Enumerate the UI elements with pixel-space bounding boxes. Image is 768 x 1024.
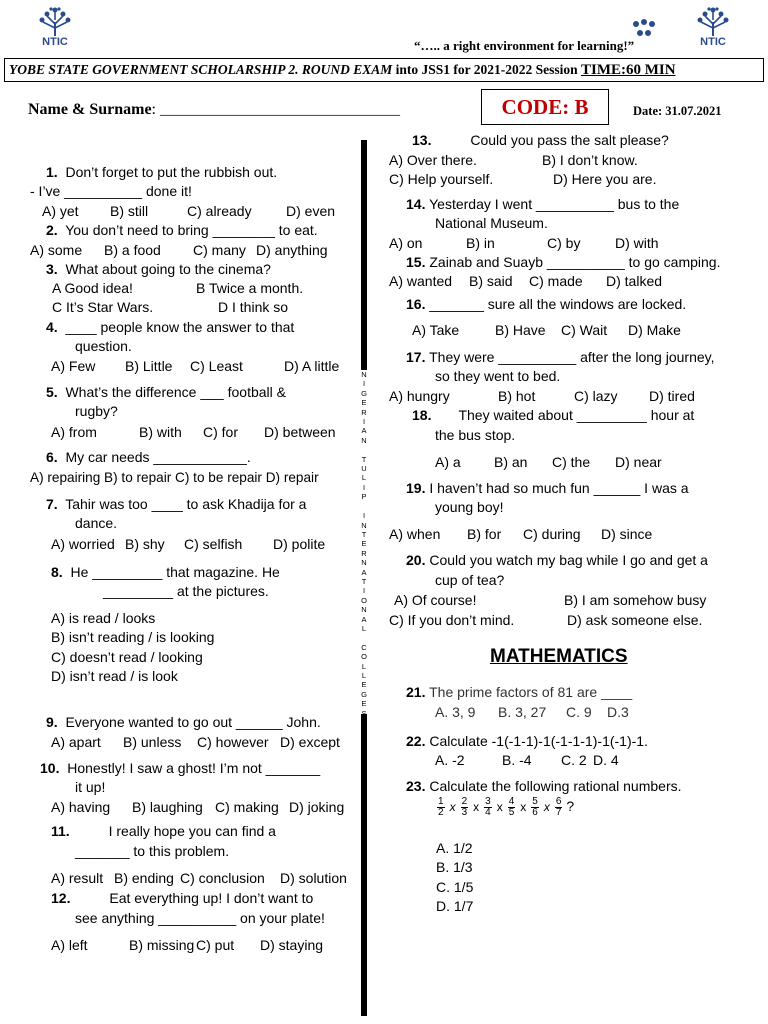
question-17-line2: so they went to bed. — [435, 368, 561, 384]
q14-option-c[interactable]: C) by — [547, 235, 581, 251]
column-divider-top — [361, 140, 367, 370]
vertical-letter: T — [361, 529, 367, 539]
vertical-letter: L — [361, 473, 367, 483]
fraction: $\frac{3}{4}$ — [485, 796, 491, 818]
q1-option-d[interactable]: D) even — [286, 203, 336, 219]
q15-option-a[interactable]: A) wanted — [389, 273, 453, 289]
q7-option-c[interactable]: C) selfish — [184, 536, 243, 552]
question-10-line2: it up! — [75, 779, 106, 795]
tree-logo-icon — [693, 6, 733, 38]
q20-option-d[interactable]: D) ask someone else. — [567, 612, 703, 628]
question-mark: ? — [566, 797, 575, 814]
slogan: “….. a right environment for learning!” — [414, 38, 635, 53]
q10-option-d[interactable]: D) joking — [289, 799, 345, 815]
q11-option-a[interactable]: A) result — [51, 870, 104, 886]
q19-option-c[interactable]: C) during — [523, 526, 581, 542]
fraction: $\frac{6}{7}$ — [555, 796, 562, 818]
times-operator: x — [520, 799, 527, 814]
fraction: $\frac{5}{6}$ — [532, 796, 538, 818]
question-10: 10. Honestly! I saw a ghost! I’m not _______ — [40, 760, 321, 776]
vertical-letter: O — [361, 652, 367, 662]
q5-option-c[interactable]: C) for — [203, 424, 238, 440]
vertical-letter: C — [361, 642, 367, 652]
q15-option-b[interactable]: B) said — [469, 273, 513, 289]
q14-option-b[interactable]: B) in — [466, 235, 495, 251]
vertical-letter: T — [361, 576, 367, 586]
q15-option-c[interactable]: C) made — [529, 273, 583, 289]
q3-option-a[interactable]: A Good idea! — [52, 280, 133, 296]
q23-option-d[interactable]: D. 1/7 — [436, 898, 474, 914]
vertical-letter: N — [361, 370, 367, 379]
q16-option-c[interactable]: C) Wait — [561, 322, 608, 338]
exam-banner — [4, 58, 764, 82]
times-operator: x — [449, 799, 456, 814]
q23-option-b[interactable]: B. 1/3 — [436, 859, 473, 875]
q11-option-c[interactable]: C) conclusion — [180, 870, 265, 886]
vertical-letter: O — [361, 595, 367, 605]
q17-option-c[interactable]: C) lazy — [574, 388, 618, 404]
question-5: 5. What’s the difference ___ football & — [46, 384, 286, 400]
exam-date: Date: 31.07.2021 — [633, 104, 722, 118]
q18-option-a[interactable]: A) a — [435, 454, 461, 470]
q22-option-b[interactable]: B. -4 — [502, 752, 532, 768]
question-4: 4. ____ people know the answer to that — [46, 319, 295, 335]
q10-option-a[interactable]: A) having — [51, 799, 111, 815]
question-16: 16. _______ sure all the windows are locked. — [406, 296, 687, 312]
logo-left-text: NTIC — [42, 36, 68, 48]
vertical-letter: L — [361, 671, 367, 680]
q21-option-a[interactable]: A. 3, 9 — [435, 704, 476, 720]
q19-option-b[interactable]: B) for — [467, 526, 502, 542]
vertical-letter: R — [361, 407, 367, 417]
vertical-letter: I — [362, 511, 366, 521]
q2-option-c[interactable]: C) many — [193, 242, 246, 258]
logo-left — [30, 6, 80, 48]
vertical-letter: E — [361, 398, 367, 408]
banner-time: TIME:60 MIN — [581, 62, 676, 78]
vertical-letter: N — [361, 605, 367, 615]
vertical-letter — [359, 502, 369, 511]
vertical-letter: G — [361, 689, 367, 699]
question-1-line2: - I’ve __________ done it! — [30, 183, 192, 199]
q23-option-a[interactable]: A. 1/2 — [436, 840, 473, 856]
banner-session: into JSS1 for 2021-2022 Session — [392, 62, 581, 77]
q23-option-c[interactable]: C. 1/5 — [436, 879, 474, 895]
question-11: 11. I really hope you can find a — [51, 823, 276, 839]
q13-option-b[interactable]: B) I don’t know. — [542, 152, 638, 168]
question-14: 14. Yesterday I went __________ bus to the — [406, 196, 680, 212]
q14-option-a[interactable]: A) on — [389, 235, 423, 251]
q17-option-b[interactable]: B) hot — [498, 388, 536, 404]
mathematics-heading: MATHEMATICS — [490, 646, 628, 667]
question-20: 20. Could you watch my bag while I go and get a — [406, 552, 708, 568]
q17-option-a[interactable]: A) hungry — [389, 388, 450, 404]
vertical-letter: A — [361, 426, 367, 436]
question-8-line2: _________ at the pictures. — [103, 583, 269, 599]
q18-option-d[interactable]: D) near — [615, 454, 662, 470]
q19-option-d[interactable]: D) since — [601, 526, 653, 542]
q8-option-b[interactable]: B) isn’t reading / is looking — [51, 629, 215, 645]
q1-option-b[interactable]: B) still — [110, 203, 149, 219]
q3-option-d[interactable]: D I think so — [218, 299, 289, 315]
question-9: 9. Everyone wanted to go out ______ John. — [46, 714, 321, 730]
question-7: 7. Tahir was too ____ to ask Khadija for a — [46, 496, 307, 512]
question-8: 8. He _________ that magazine. He — [51, 564, 280, 580]
q21-option-b[interactable]: B. 3, 27 — [498, 704, 547, 720]
paw-icon — [630, 18, 658, 41]
vertical-letter: E — [361, 539, 367, 549]
vertical-letter: E — [361, 699, 367, 709]
q2-option-a[interactable]: A) some — [30, 242, 83, 258]
q9-option-a[interactable]: A) apart — [51, 734, 101, 750]
logo-right-text: NTIC — [700, 36, 726, 48]
q20-option-a[interactable]: A) Of course! — [394, 592, 477, 608]
name-label: Name & Surname — [28, 101, 152, 118]
q10-option-b[interactable]: B) laughing — [132, 799, 203, 815]
question-20-line2: cup of tea? — [435, 572, 505, 588]
q18-option-b[interactable]: B) an — [494, 454, 528, 470]
vertical-letter: T — [361, 454, 367, 464]
q5-option-d[interactable]: D) between — [264, 424, 336, 440]
q13-option-a[interactable]: A) Over there. — [389, 152, 477, 168]
vertical-letter: U — [361, 464, 367, 474]
q2-option-b[interactable]: B) a food — [104, 242, 161, 258]
q9-option-c[interactable]: C) however — [197, 734, 269, 750]
q7-option-a[interactable]: A) worried — [51, 536, 115, 552]
q9-option-d[interactable]: D) except — [280, 734, 340, 750]
question-1: 1. Don’t forget to put the rubbish out. — [46, 164, 278, 180]
question-3: 3. What about going to the cinema? — [46, 261, 271, 277]
vertical-letter: N — [361, 520, 367, 530]
fraction: $\frac{1}{2}$ — [438, 796, 444, 818]
q2-option-d[interactable]: D) anything — [256, 242, 328, 258]
q8-option-d[interactable]: D) isn’t read / is look — [51, 668, 178, 684]
times-operator: x — [543, 799, 550, 814]
q12-option-d[interactable]: D) staying — [260, 937, 324, 953]
question-6: 6. My car needs ____________. — [46, 449, 251, 465]
q5-option-a[interactable]: A) from — [51, 424, 97, 440]
q18-option-c[interactable]: C) the — [552, 454, 591, 470]
q7-option-b[interactable]: B) shy — [125, 536, 165, 552]
vertical-letter: N — [361, 558, 367, 568]
q3-option-c[interactable]: C It’s Star Wars. — [52, 299, 154, 315]
q4-option-b[interactable]: B) Little — [125, 358, 173, 374]
name-surname-field[interactable]: Name & Surname: ________________________________ — [28, 101, 400, 118]
q22-option-d[interactable]: D. 4 — [593, 752, 619, 768]
question-12-line2: see anything __________ on your plate! — [75, 910, 325, 926]
question-18-line2: the bus stop. — [435, 427, 516, 443]
times-operator: x — [496, 799, 503, 814]
q11-option-d[interactable]: D) solution — [280, 870, 347, 886]
q7-option-d[interactable]: D) polite — [273, 536, 326, 552]
vertical-letter — [359, 445, 369, 454]
q17-option-d[interactable]: D) tired — [649, 388, 695, 404]
q12-option-c[interactable]: C) put — [196, 937, 235, 953]
q16-option-d[interactable]: D) Make — [628, 322, 681, 338]
q14-option-d[interactable]: D) with — [615, 235, 659, 251]
q8-option-c[interactable]: C) doesn’t read / looking — [51, 649, 203, 665]
q11-option-b[interactable]: B) ending — [114, 870, 174, 886]
question-5-line2: rugby? — [75, 403, 118, 419]
q6-options[interactable]: A) repairing B) to repair C) to be repair D) repair — [30, 470, 319, 485]
vertical-letter — [359, 633, 369, 642]
q8-option-a[interactable]: A) is read / looks — [51, 610, 156, 626]
vertical-letter: I — [362, 586, 366, 596]
vertical-letter: R — [361, 548, 367, 558]
q4-option-a[interactable]: A) Few — [51, 358, 96, 374]
question-14-line2: National Museum. — [435, 215, 548, 231]
q16-option-a[interactable]: A) Take — [412, 322, 460, 338]
vertical-letter: L — [361, 661, 367, 671]
q3-option-b[interactable]: B Twice a month. — [196, 280, 304, 296]
q21-option-c[interactable]: C. 9 — [566, 704, 592, 720]
q1-option-c[interactable]: C) already — [187, 203, 252, 219]
fraction: $\frac{4}{5}$ — [508, 796, 515, 818]
q4-option-c[interactable]: C) Least — [190, 358, 243, 374]
times-operator: x — [473, 799, 480, 814]
vertical-letter: N — [361, 435, 367, 445]
q12-option-b[interactable]: B) missing — [129, 937, 195, 953]
q22-option-c[interactable]: C. 2 — [561, 752, 587, 768]
vertical-letter: I — [362, 417, 366, 427]
q19-option-a[interactable]: A) when — [389, 526, 441, 542]
vertical-letter: I — [362, 482, 366, 492]
question-11-line2: _______ to this problem. — [75, 843, 230, 859]
question-13: 13. Could you pass the salt please? — [412, 132, 669, 148]
banner-title: YOBE STATE GOVERNMENT SCHOLARSHIP 2. ROUND EXAM — [9, 62, 393, 77]
q10-option-c[interactable]: C) making — [215, 799, 279, 815]
fraction: $\frac{2}{3}$ — [461, 796, 468, 818]
q4-option-d[interactable]: D) A little — [284, 358, 340, 374]
q16-option-b[interactable]: B) Have — [495, 322, 546, 338]
question-7-line2: dance. — [75, 515, 118, 531]
q22-option-a[interactable]: A. -2 — [435, 752, 465, 768]
question-12: 12. Eat everything up! I don’t want to — [51, 890, 314, 906]
q13-option-c[interactable]: C) Help yourself. — [389, 171, 494, 187]
question-4-line2: question. — [75, 338, 132, 354]
vertical-letter: P — [361, 492, 367, 502]
vertical-letter: E — [361, 680, 367, 690]
logo-right — [688, 6, 738, 48]
tree-logo-icon — [35, 6, 75, 38]
question-19: 19. I haven’t had so much fun ______ I was a — [406, 480, 689, 496]
q21-option-d[interactable]: D.3 — [607, 704, 629, 720]
q13-option-d[interactable]: D) Here you are. — [553, 171, 657, 187]
vertical-college-name — [359, 370, 369, 718]
vertical-letter: S — [361, 708, 367, 718]
q12-option-a[interactable]: A) left — [51, 937, 88, 953]
vertical-letter: G — [361, 388, 367, 398]
q9-option-b[interactable]: B) unless — [123, 734, 182, 750]
question-18: 18. They waited about _________ hour at — [412, 407, 695, 423]
vertical-letter: L — [361, 623, 367, 633]
column-divider-bottom — [361, 714, 367, 1016]
q5-option-b[interactable]: B) with — [139, 424, 182, 440]
name-blank: ________________________________ — [160, 102, 400, 118]
question-2: 2. You don’t need to bring ________ to eat. — [46, 222, 318, 238]
q20-option-c[interactable]: C) If you don’t mind. — [389, 612, 515, 628]
vertical-letter: I — [362, 379, 366, 389]
question-21: 21. The prime factors of 81 are ____ — [406, 684, 633, 700]
q15-option-d[interactable]: D) talked — [606, 273, 663, 289]
vertical-letter: A — [361, 567, 367, 577]
q1-option-a[interactable]: A) yet — [42, 203, 79, 219]
question-17: 17. They were __________ after the long journey, — [406, 349, 715, 365]
vertical-letter: A — [361, 614, 367, 624]
code-box: CODE: B — [481, 89, 609, 125]
question-19-line2: young boy! — [435, 499, 504, 515]
q20-option-b[interactable]: B) I am somehow busy — [564, 592, 707, 608]
fraction-expression — [436, 797, 574, 818]
question-22: 22. Calculate -1(-1-1)-1(-1-1-1)-1(-1)-1. — [406, 733, 648, 749]
question-15: 15. Zainab and Suayb __________ to go camping. — [406, 254, 721, 270]
question-23: 23. Calculate the following rational numbers. — [406, 778, 682, 794]
